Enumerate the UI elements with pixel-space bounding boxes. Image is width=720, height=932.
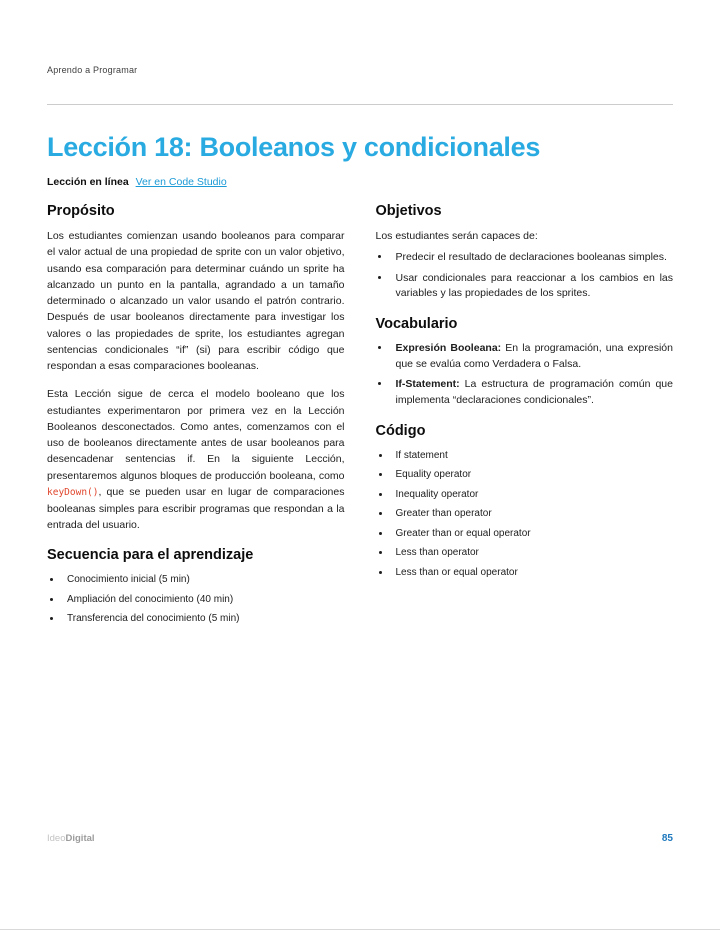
vocab-term: Expresión Booleana: — [395, 342, 502, 355]
page-header — [47, 60, 673, 78]
list-item: • Greater than or equal operator — [391, 526, 674, 541]
secuencia-list — [47, 572, 345, 626]
vocab-definition: La estructura de programación común que implementa “declaraciones condicionales”. — [395, 378, 673, 406]
list-item: • Transferencia del conocimiento (5 min) — [62, 611, 345, 626]
proposito-heading: Propósito — [47, 203, 115, 219]
vocabulario-heading: Vocabulario — [375, 316, 458, 333]
lesson-online-label: Lección en línea — [47, 176, 129, 188]
page-bottom-border — [0, 929, 720, 930]
right-column — [376, 192, 674, 638]
list-item: • Predecir el resultado de declaraciones booleanas simples. — [391, 250, 674, 266]
header-divider — [47, 104, 673, 105]
proposito-paragraph-1: Los estudiantes comienzan usando booleanos para comparar el valor actual de una propiedad de sprite con un valor objetivo, usando esa comparación para determinar cuándo un sprite ha alcanzado un punto en la pantalla, agrandado a un tamaño determinado o alcanzado un valor usando el patrón contrario. Después de usar booleanos directamente para investigar los valores o las propiedades de sprite, los estudiantes agregan sentencias condicionales “if” (si) para escribir código que respondan a esas comparaciones booleanas. — [47, 230, 345, 373]
list-item: • Conocimiento inicial (5 min) — [62, 572, 345, 587]
header-label: Aprendo a Programar — [47, 65, 138, 75]
vocabulario-list — [376, 341, 674, 409]
list-item: • Usar condicionales para reaccionar a los cambios en las variables y las propiedades de los sprites. — [391, 271, 674, 303]
paragraph-text-before: Esta Lección sigue de cerca el modelo booleano que los estudiantes experimentaron por primera vez en la Lección Booleanos desconectados. Como antes, comenzamos con el uso de booleanos directamente antes de usar booleanos para desencadenar sentencias if. En la siguiente Lección, presentaremos algunos bloques de producción booleana, como — [47, 388, 345, 482]
footer-brand — [47, 833, 95, 844]
left-column — [47, 192, 345, 638]
vocab-definition: En la programación, una expresión que se evalúa como Verdadera o Falsa. — [395, 342, 673, 370]
paragraph-text-after: , que se pueden usar en lugar de comparaciones booleanas simples para escribir programas que respondan a la entrada del usuario. — [47, 485, 345, 531]
page-title: Lección 18: Booleanos y condicionales — [47, 132, 541, 162]
list-item: • Ampliación del conocimiento (40 min) — [62, 592, 345, 607]
footer-brand-bold: Digital — [65, 833, 95, 844]
list-item: • Greater than operator — [391, 506, 674, 521]
proposito-paragraph-2 — [47, 386, 345, 533]
list-item: • Equality operator — [391, 467, 674, 482]
inline-code-keydown: keyDown() — [47, 486, 99, 498]
list-item: • If statement — [391, 448, 674, 463]
codigo-heading: Código — [375, 422, 426, 439]
list-item: • Less than operator — [391, 545, 674, 560]
objetivos-list — [376, 250, 674, 302]
objetivos-heading: Objetivos — [375, 203, 442, 219]
secuencia-heading: Secuencia para el aprendizaje — [47, 547, 254, 564]
lesson-online-row — [47, 176, 673, 188]
vocab-term: If-Statement: — [395, 378, 460, 391]
page-number: 85 — [661, 833, 673, 844]
page-footer — [47, 833, 673, 844]
list-item: • Inequality operator — [391, 487, 674, 502]
list-item — [391, 341, 674, 373]
footer-brand-light: Ideo — [47, 833, 66, 844]
codigo-list — [376, 448, 674, 580]
code-studio-link[interactable]: Ver en Code Studio — [135, 176, 227, 188]
list-item: • Less than or equal operator — [391, 565, 674, 580]
list-item — [391, 377, 674, 409]
two-column-layout — [47, 192, 673, 638]
objetivos-intro: Los estudiantes serán capaces de: — [375, 230, 538, 242]
